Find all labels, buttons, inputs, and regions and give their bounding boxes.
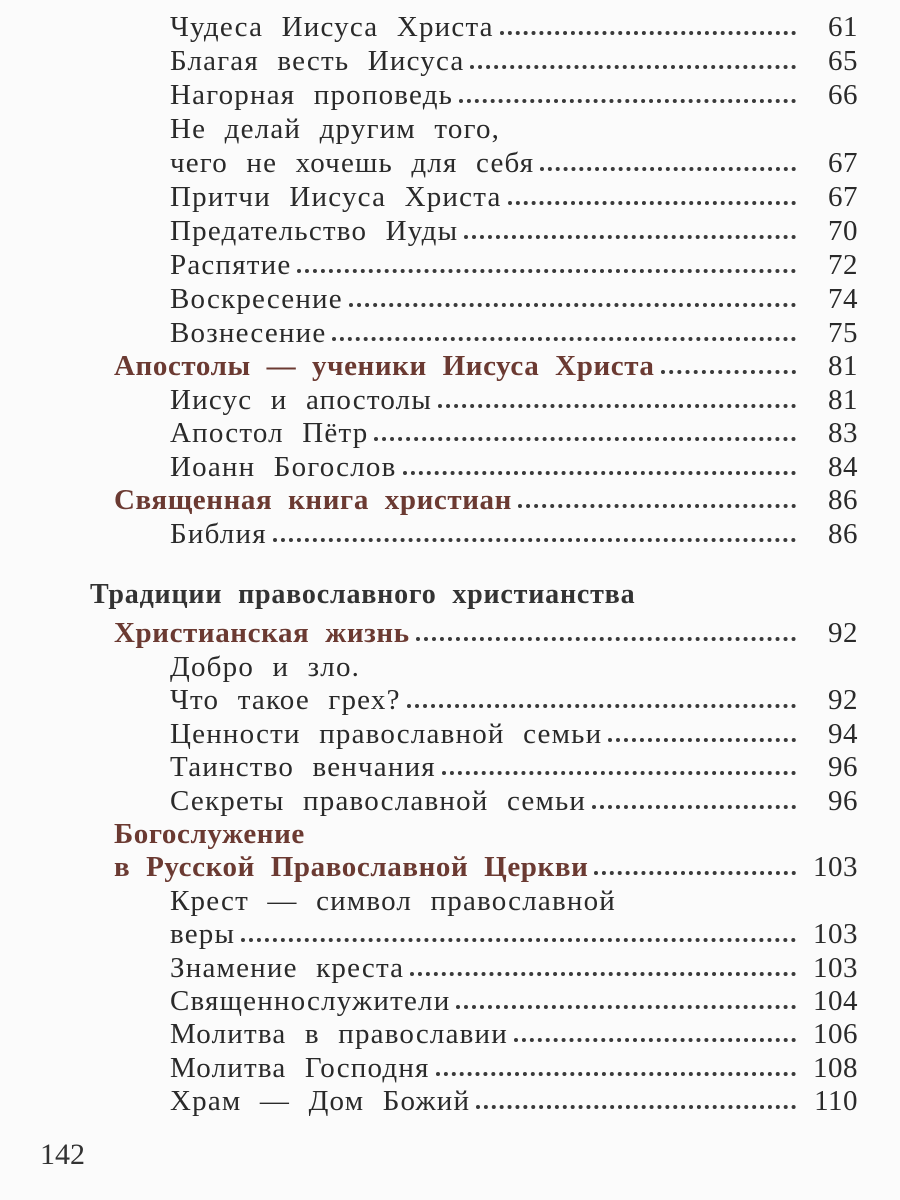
toc-entry-page: 94 (828, 718, 858, 750)
toc-entry-title: Воскресение (170, 283, 343, 315)
dot-leader (403, 471, 797, 475)
toc-entry-title: Благая весть Иисуса (170, 45, 465, 77)
toc-entry-page: 81 (828, 384, 858, 416)
toc-entry-title: Притчи Иисуса Христа (170, 181, 502, 213)
toc-entry-title: Что такое грех? (170, 684, 401, 716)
toc-entry-page: 75 (828, 317, 858, 349)
toc-entry-page: 110 (814, 1085, 858, 1117)
toc-entry-page: 74 (828, 283, 858, 315)
toc-entry-title: Молитва в православии (170, 1018, 508, 1050)
section-title[interactable]: Традиции православного христианства (90, 579, 636, 610)
toc-chapter-page: 103 (813, 851, 858, 883)
toc-entry[interactable] (170, 1084, 858, 1118)
dot-leader (410, 972, 796, 976)
toc-entry[interactable] (170, 282, 858, 316)
toc-entry-title: Таинство венчания (170, 751, 436, 783)
toc-entry-title: Библия (170, 518, 267, 550)
toc-entry-title: Предательство Иуды (170, 215, 459, 247)
dot-leader (416, 637, 796, 641)
toc-entry[interactable] (170, 146, 858, 180)
dot-leader (464, 235, 796, 239)
toc-entry-page: 92 (828, 684, 858, 716)
dot-leader (514, 1038, 796, 1042)
toc-entry-page: 61 (828, 11, 858, 43)
dot-leader (456, 1005, 796, 1009)
dot-leader (540, 167, 796, 171)
toc-entry[interactable] (170, 10, 858, 44)
toc-entry-title: Иоанн Богослов (170, 451, 397, 483)
toc-entry-title: Священнослужители (170, 985, 451, 1017)
toc-entry-page: 72 (828, 249, 858, 281)
dot-leader (594, 871, 796, 875)
dot-leader (438, 404, 796, 408)
toc-entry-title-line1: Добро и зло. (170, 651, 361, 683)
toc-entry[interactable] (170, 214, 858, 248)
dot-leader (241, 938, 796, 942)
dot-leader (592, 805, 796, 809)
toc-entry-title: Знамение креста (170, 952, 405, 984)
toc-entry[interactable] (170, 951, 858, 985)
toc-entry-page: 65 (828, 45, 858, 77)
toc-entry-page: 108 (813, 1052, 858, 1084)
toc-chapter-page: 86 (828, 484, 858, 516)
toc-entry-page: 104 (813, 985, 858, 1017)
toc-entry[interactable] (170, 917, 858, 951)
toc-entry[interactable] (170, 248, 858, 282)
dot-leader (508, 201, 796, 205)
toc-entry-title-line1: Не делай другим того, (170, 113, 501, 145)
toc-chapter-page: 92 (828, 617, 858, 649)
toc-entry[interactable] (170, 717, 858, 751)
toc-entry-page: 103 (813, 952, 858, 984)
dot-leader (476, 1105, 796, 1109)
dot-leader (470, 65, 796, 69)
toc-chapter-title: Апостолы — ученики Иисуса Христа (114, 350, 655, 382)
toc-entry[interactable] (170, 984, 858, 1018)
toc-entry[interactable] (170, 316, 858, 350)
dot-leader (459, 99, 796, 103)
toc-entry-page: 84 (828, 451, 858, 483)
toc-entry-title: Секреты православной семьи (170, 785, 587, 817)
dot-leader (518, 504, 796, 508)
toc-entry[interactable] (170, 750, 858, 784)
toc-entry-title: чего не хочешь для себя (170, 147, 535, 179)
dot-leader (608, 738, 796, 742)
toc-entry[interactable] (170, 517, 858, 551)
dot-leader (332, 337, 796, 341)
toc-entry[interactable] (170, 1017, 858, 1051)
toc-entry[interactable] (170, 450, 858, 484)
dot-leader (349, 303, 796, 307)
toc-entry-title: Молитва Господня (170, 1052, 430, 1084)
dot-leader (374, 437, 796, 441)
toc-entry-page: 96 (828, 751, 858, 783)
toc-entry-page: 66 (828, 79, 858, 111)
toc-entry[interactable] (170, 180, 858, 214)
toc-entry-title: веры (170, 918, 236, 950)
dot-leader (273, 538, 796, 542)
toc-entry[interactable] (170, 1051, 858, 1085)
toc-entry-title: Нагорная проповедь (170, 79, 454, 111)
toc-chapter[interactable] (114, 483, 858, 517)
toc-entry-title: Вознесение (170, 317, 327, 349)
toc-entry-title: Ценности православной семьи (170, 718, 603, 750)
toc-entry-title-line1: Крест — символ православной (170, 885, 617, 917)
toc-chapter[interactable] (114, 850, 858, 884)
toc-entry-page: 70 (828, 215, 858, 247)
toc-entry-page: 96 (828, 785, 858, 817)
toc-entry[interactable] (170, 784, 858, 818)
toc-entry[interactable] (170, 416, 858, 450)
toc-entry[interactable] (170, 383, 858, 417)
toc-chapter-page: 81 (828, 350, 858, 382)
toc-entry-title: Храм — Дом Божий (170, 1085, 471, 1117)
dot-leader (500, 31, 796, 35)
toc-entry[interactable] (170, 44, 858, 78)
dot-leader (661, 370, 796, 374)
toc-entry-page: 86 (828, 518, 858, 550)
dot-leader (407, 704, 796, 708)
toc-entry-title: Распятие (170, 249, 292, 281)
dot-leader (297, 269, 796, 273)
toc-entry[interactable] (170, 683, 858, 717)
toc-chapter[interactable] (114, 616, 858, 650)
toc-entry[interactable] (170, 78, 858, 112)
toc-entry-title: Чудеса Иисуса Христа (170, 11, 494, 43)
dot-leader (442, 771, 796, 775)
toc-entry-title: Апостол Пётр (170, 417, 369, 449)
toc-chapter-title-line1: Богослужение (114, 818, 305, 850)
toc-entry-page: 106 (813, 1018, 858, 1050)
toc-entry-page: 67 (828, 181, 858, 213)
dot-leader (436, 1072, 796, 1076)
toc-entry-page: 67 (828, 147, 858, 179)
toc-entry-title: Иисус и апостолы (170, 384, 433, 416)
page-number: 142 (40, 1138, 85, 1171)
toc-chapter[interactable] (114, 349, 858, 383)
toc-chapter-title: в Русской Православной Церкви (114, 851, 589, 883)
toc-entry-page: 83 (828, 417, 858, 449)
toc-chapter-title: Христианская жизнь (114, 617, 410, 649)
toc-entry-page: 103 (813, 918, 858, 950)
toc-chapter-title: Священная книга христиан (114, 484, 512, 516)
